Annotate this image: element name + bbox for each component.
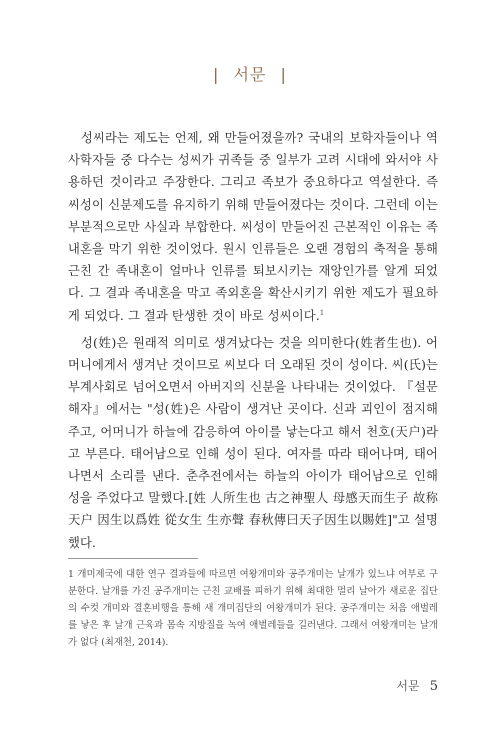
page-number: 5 xyxy=(429,679,438,694)
footnote-reference[interactable]: 1 xyxy=(319,308,325,317)
title-bar-left: | xyxy=(213,65,220,84)
running-footer-label: 서문 xyxy=(396,679,420,693)
body-text xyxy=(68,127,438,554)
title-bar-right: | xyxy=(280,65,287,84)
section-title xyxy=(0,62,500,85)
footnote-text: 1 개미제국에 대한 연구 결과들에 따르면 여왕개미와 공주개미는 날개가 있느냐 여부로 구분한다. 날개를 가진 공주개미는 근친 교배를 피하기 위해 최대한 멀리 날아가 새로운 집단의 수컷 개미와 결혼비행을 통해 새 개미집단의 여왕개미가 된다. 공주개미는 처음 애벌레를 낳은 후 날개 근육과 몸속 지방질을 녹여 애벌레들을 길러낸다. 그래서 여왕개미는 날개가 없다 (최재천, 2014). xyxy=(68,569,438,648)
page-footer xyxy=(396,677,438,694)
section-title-text: 서문 xyxy=(233,65,267,84)
paragraph-1 xyxy=(68,127,438,327)
paragraph-2-text: 성(姓)은 원래적 의미로 생겨났다는 것을 의미한다(姓者生也). 어머니에게서 생겨난 것이므로 씨보다 더 오래된 것이 성이다. 씨(氏)는 부계사회로 넘어오면서 아버지의 신분을 나타내는 것이었다. 『설문해자』에서는 "성(姓)은 사람이 생겨난 곳이다. 신과 괴인이 점지해주고, 어머니가 하늘에 감응하여 아이를 낳는다고 해서 천호(天户)라고 부른다. 태어남으로 인해 성이 된다. 여자를 따라 태어나며, 태어나면서 소리를 낸다. 춘추전에서는 하늘의 아이가 태어남으로 인해 성을 주었다고 말했다.[姓 人所生也 古之神聖人 母感天而生子 故称天户 因生以爲姓 從女生 生亦聲 春秋傳曰天子因生以賜姓]"고 설명했다. xyxy=(68,335,438,550)
footnote-divider xyxy=(68,558,198,559)
footnote xyxy=(68,566,438,651)
paragraph-2 xyxy=(68,332,438,554)
paragraph-1-text: 성씨라는 제도는 언제, 왜 만들어졌을까? 국내의 보학자들이나 역사학자들 중 다수는 성씨가 귀족들 중 일부가 고려 시대에 와서야 사용하던 것이라고 주장한다. 그리고 족보가 중요하다고 역설한다. 즉 씨성이 신분제도를 유지하기 위해 만들어졌다는 것이다. 그런데 이는 부분적으로만 사실과 부합한다. 씨성이 만들어진 근본적인 이유는 족내혼을 막기 위한 것이었다. 원시 인류들은 오랜 경험의 축적을 통해 근친 간 족내혼이 얼마나 인류를 퇴보시키는 재앙인가를 알게 되었다. 그 결과 족내혼을 막고 족외혼을 확산시키기 위한 제도가 필요하게 되었다. 그 결과 탄생한 것이 바로 성씨이다. xyxy=(68,131,438,323)
